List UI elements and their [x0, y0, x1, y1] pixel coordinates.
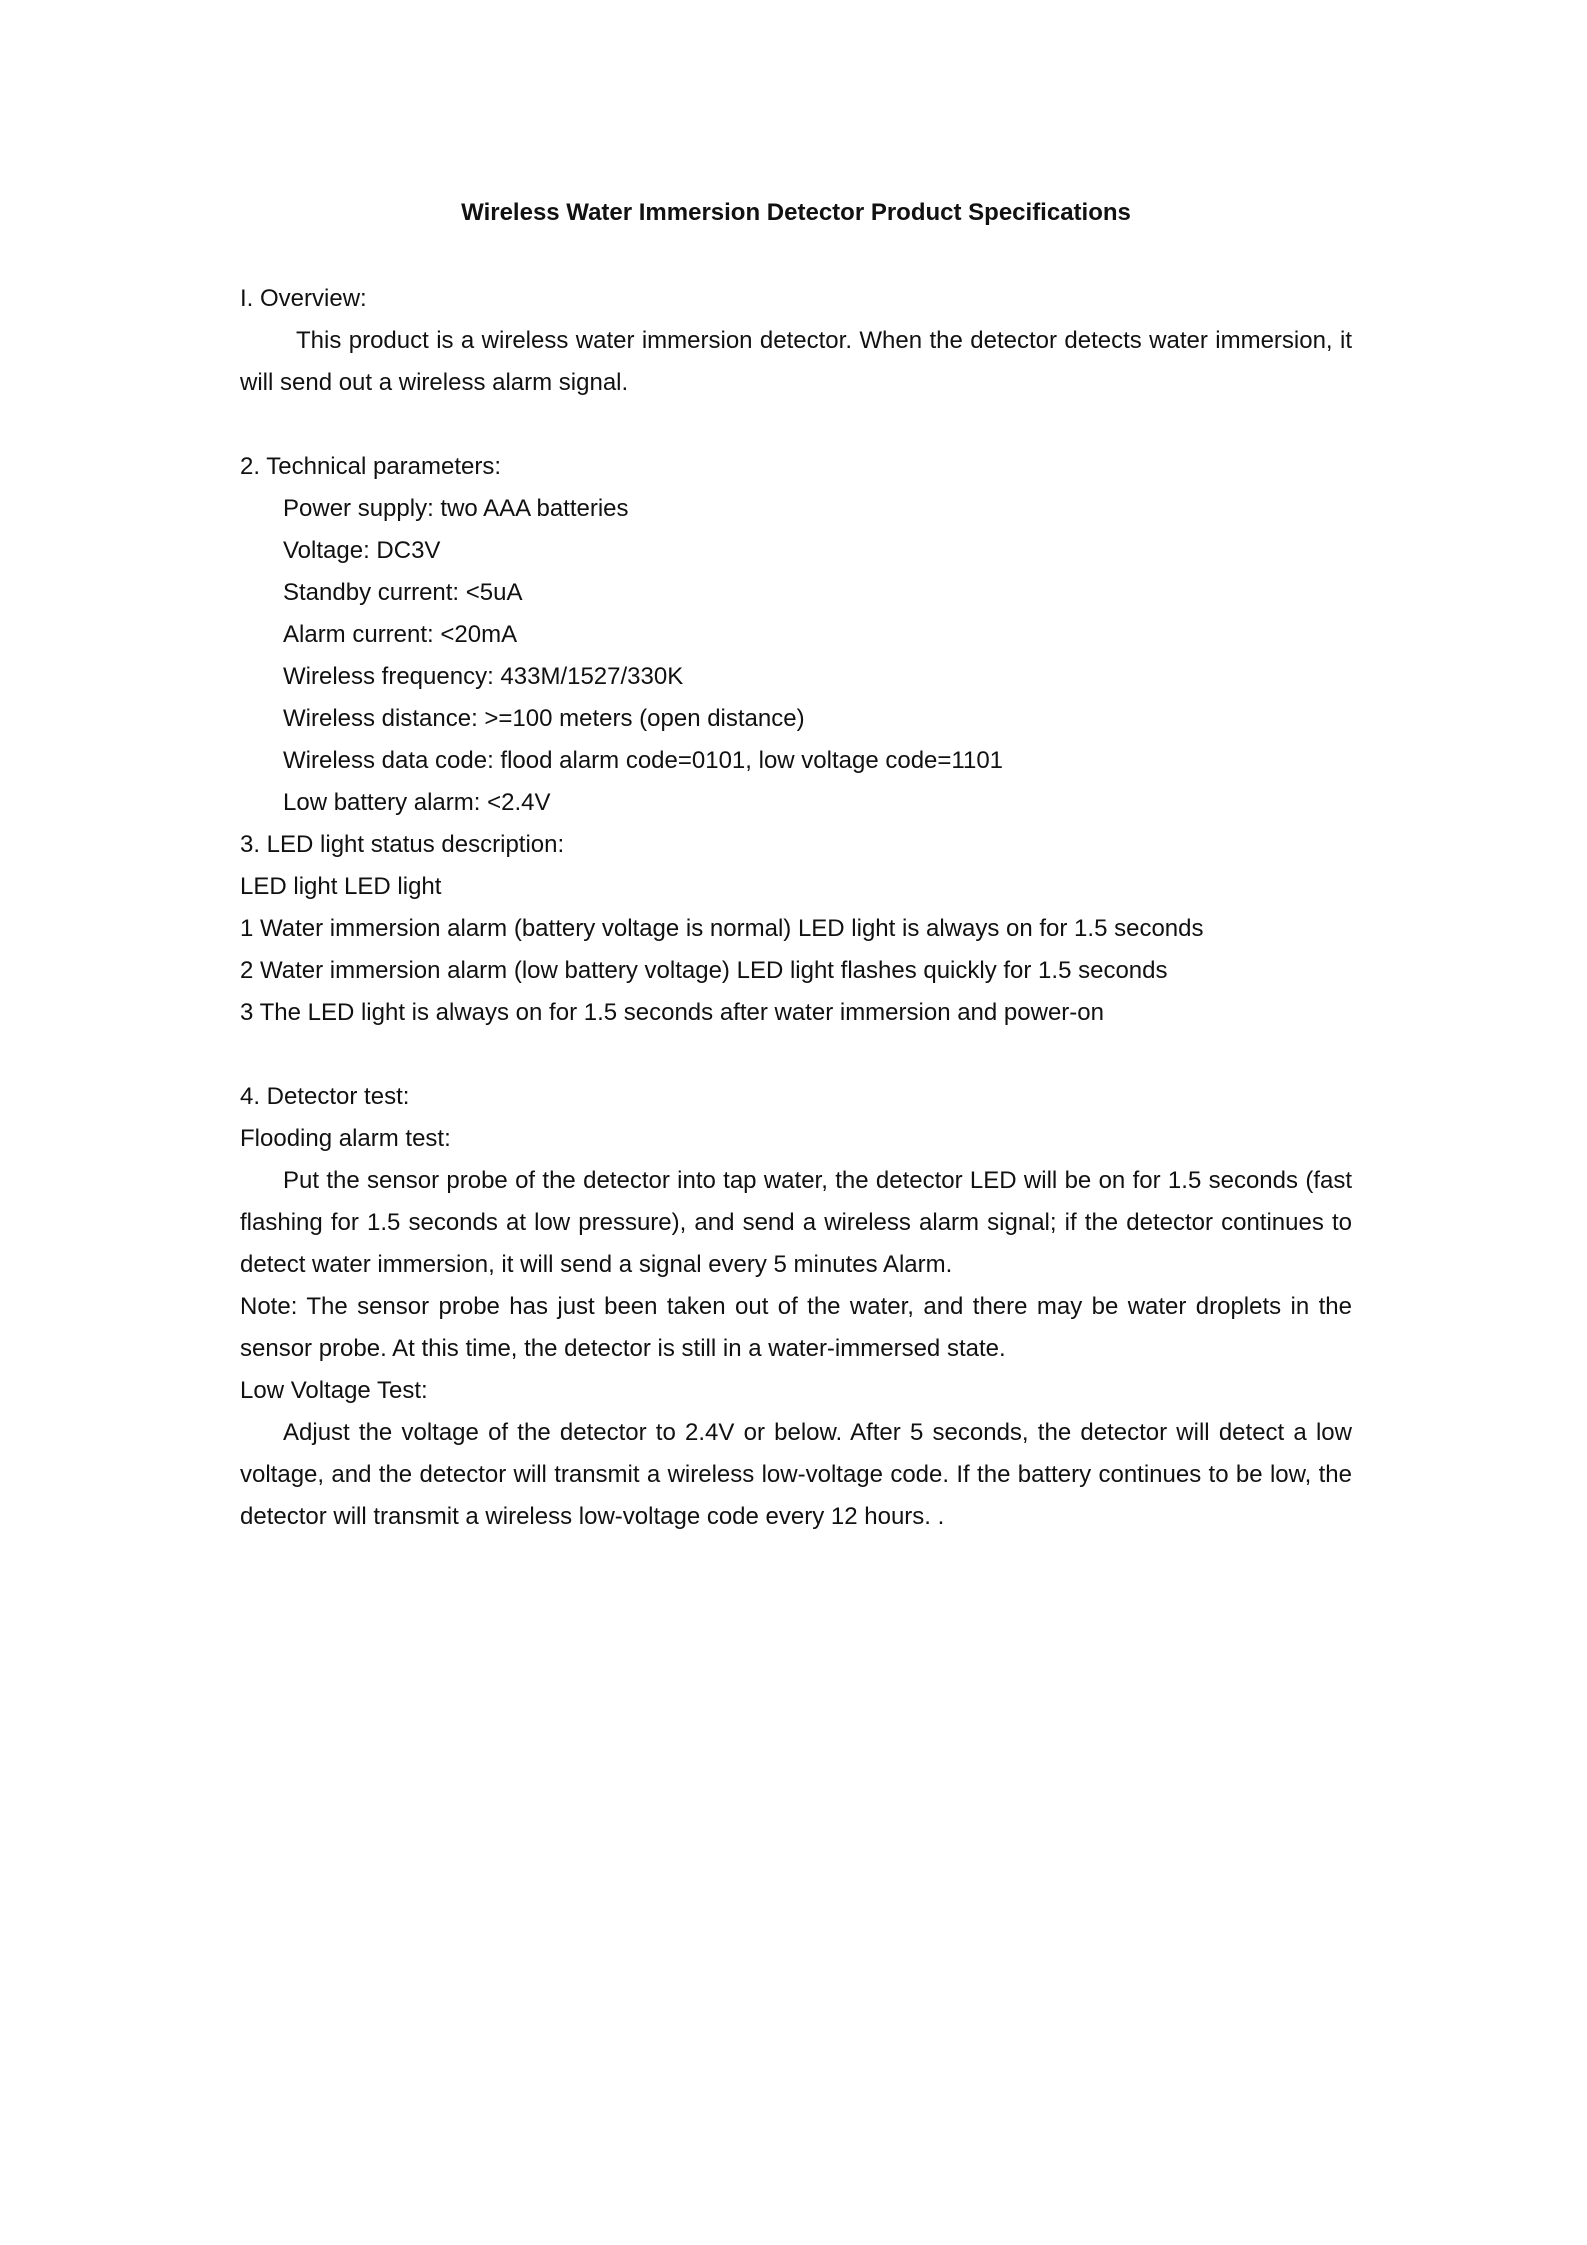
technical-item: Voltage: DC3V [283, 537, 441, 564]
low-voltage-test-heading: Low Voltage Test: [240, 1377, 428, 1404]
technical-item: Low battery alarm: <2.4V [283, 789, 551, 816]
low-voltage-test-text: Adjust the voltage of the detector to 2.4V or below. After 5 seconds, the detector will detect a low voltage, and the detector will transmit a wireless low-voltage code. If the battery continues to be low, the detector will transmit a wireless low-voltage code every 12 hours. . [240, 1419, 1352, 1530]
document-title: Wireless Water Immersion Detector Product Specifications [461, 199, 1131, 226]
led-heading: 3. LED light status description: [240, 831, 565, 858]
spacer [240, 404, 1352, 446]
technical-item: Power supply: two AAA batteries [283, 495, 629, 522]
led-subheading: LED light LED light [240, 873, 442, 900]
led-item: 2 Water immersion alarm (low battery voltage) LED light flashes quickly for 1.5 seconds [240, 957, 1168, 984]
spacer [240, 1034, 1352, 1076]
test-heading: 4. Detector test: [240, 1083, 410, 1110]
led-item: 1 Water immersion alarm (battery voltage is normal) LED light is always on for 1.5 seconds [240, 915, 1204, 942]
flood-test-heading: Flooding alarm test: [240, 1125, 451, 1152]
overview-text: This product is a wireless water immersion detector. When the detector detects water immersion, it will send out a wireless alarm signal. [240, 327, 1352, 396]
note-text: Note: The sensor probe has just been taken out of the water, and there may be water droplets in the sensor probe. At this time, the detector is still in a water-immersed state. [240, 1293, 1352, 1362]
document-body [240, 278, 1352, 1538]
technical-item: Standby current: <5uA [283, 579, 523, 606]
technical-item: Wireless distance: >=100 meters (open distance) [283, 705, 805, 732]
technical-item: Wireless frequency: 433M/1527/330K [283, 663, 684, 690]
technical-item: Wireless data code: flood alarm code=0101, low voltage code=1101 [283, 747, 1004, 774]
overview-heading: I. Overview: [240, 285, 367, 312]
technical-heading: 2. Technical parameters: [240, 453, 502, 480]
flood-test-text: Put the sensor probe of the detector into tap water, the detector LED will be on for 1.5 seconds (fast flashing for 1.5 seconds at low pressure), and send a wireless alarm signal; if the detector continues to detect water immersion, it will send a signal every 5 minutes Alarm. [240, 1167, 1352, 1278]
technical-item: Alarm current: <20mA [283, 621, 518, 648]
led-item: 3 The LED light is always on for 1.5 seconds after water immersion and power-on [240, 999, 1104, 1026]
